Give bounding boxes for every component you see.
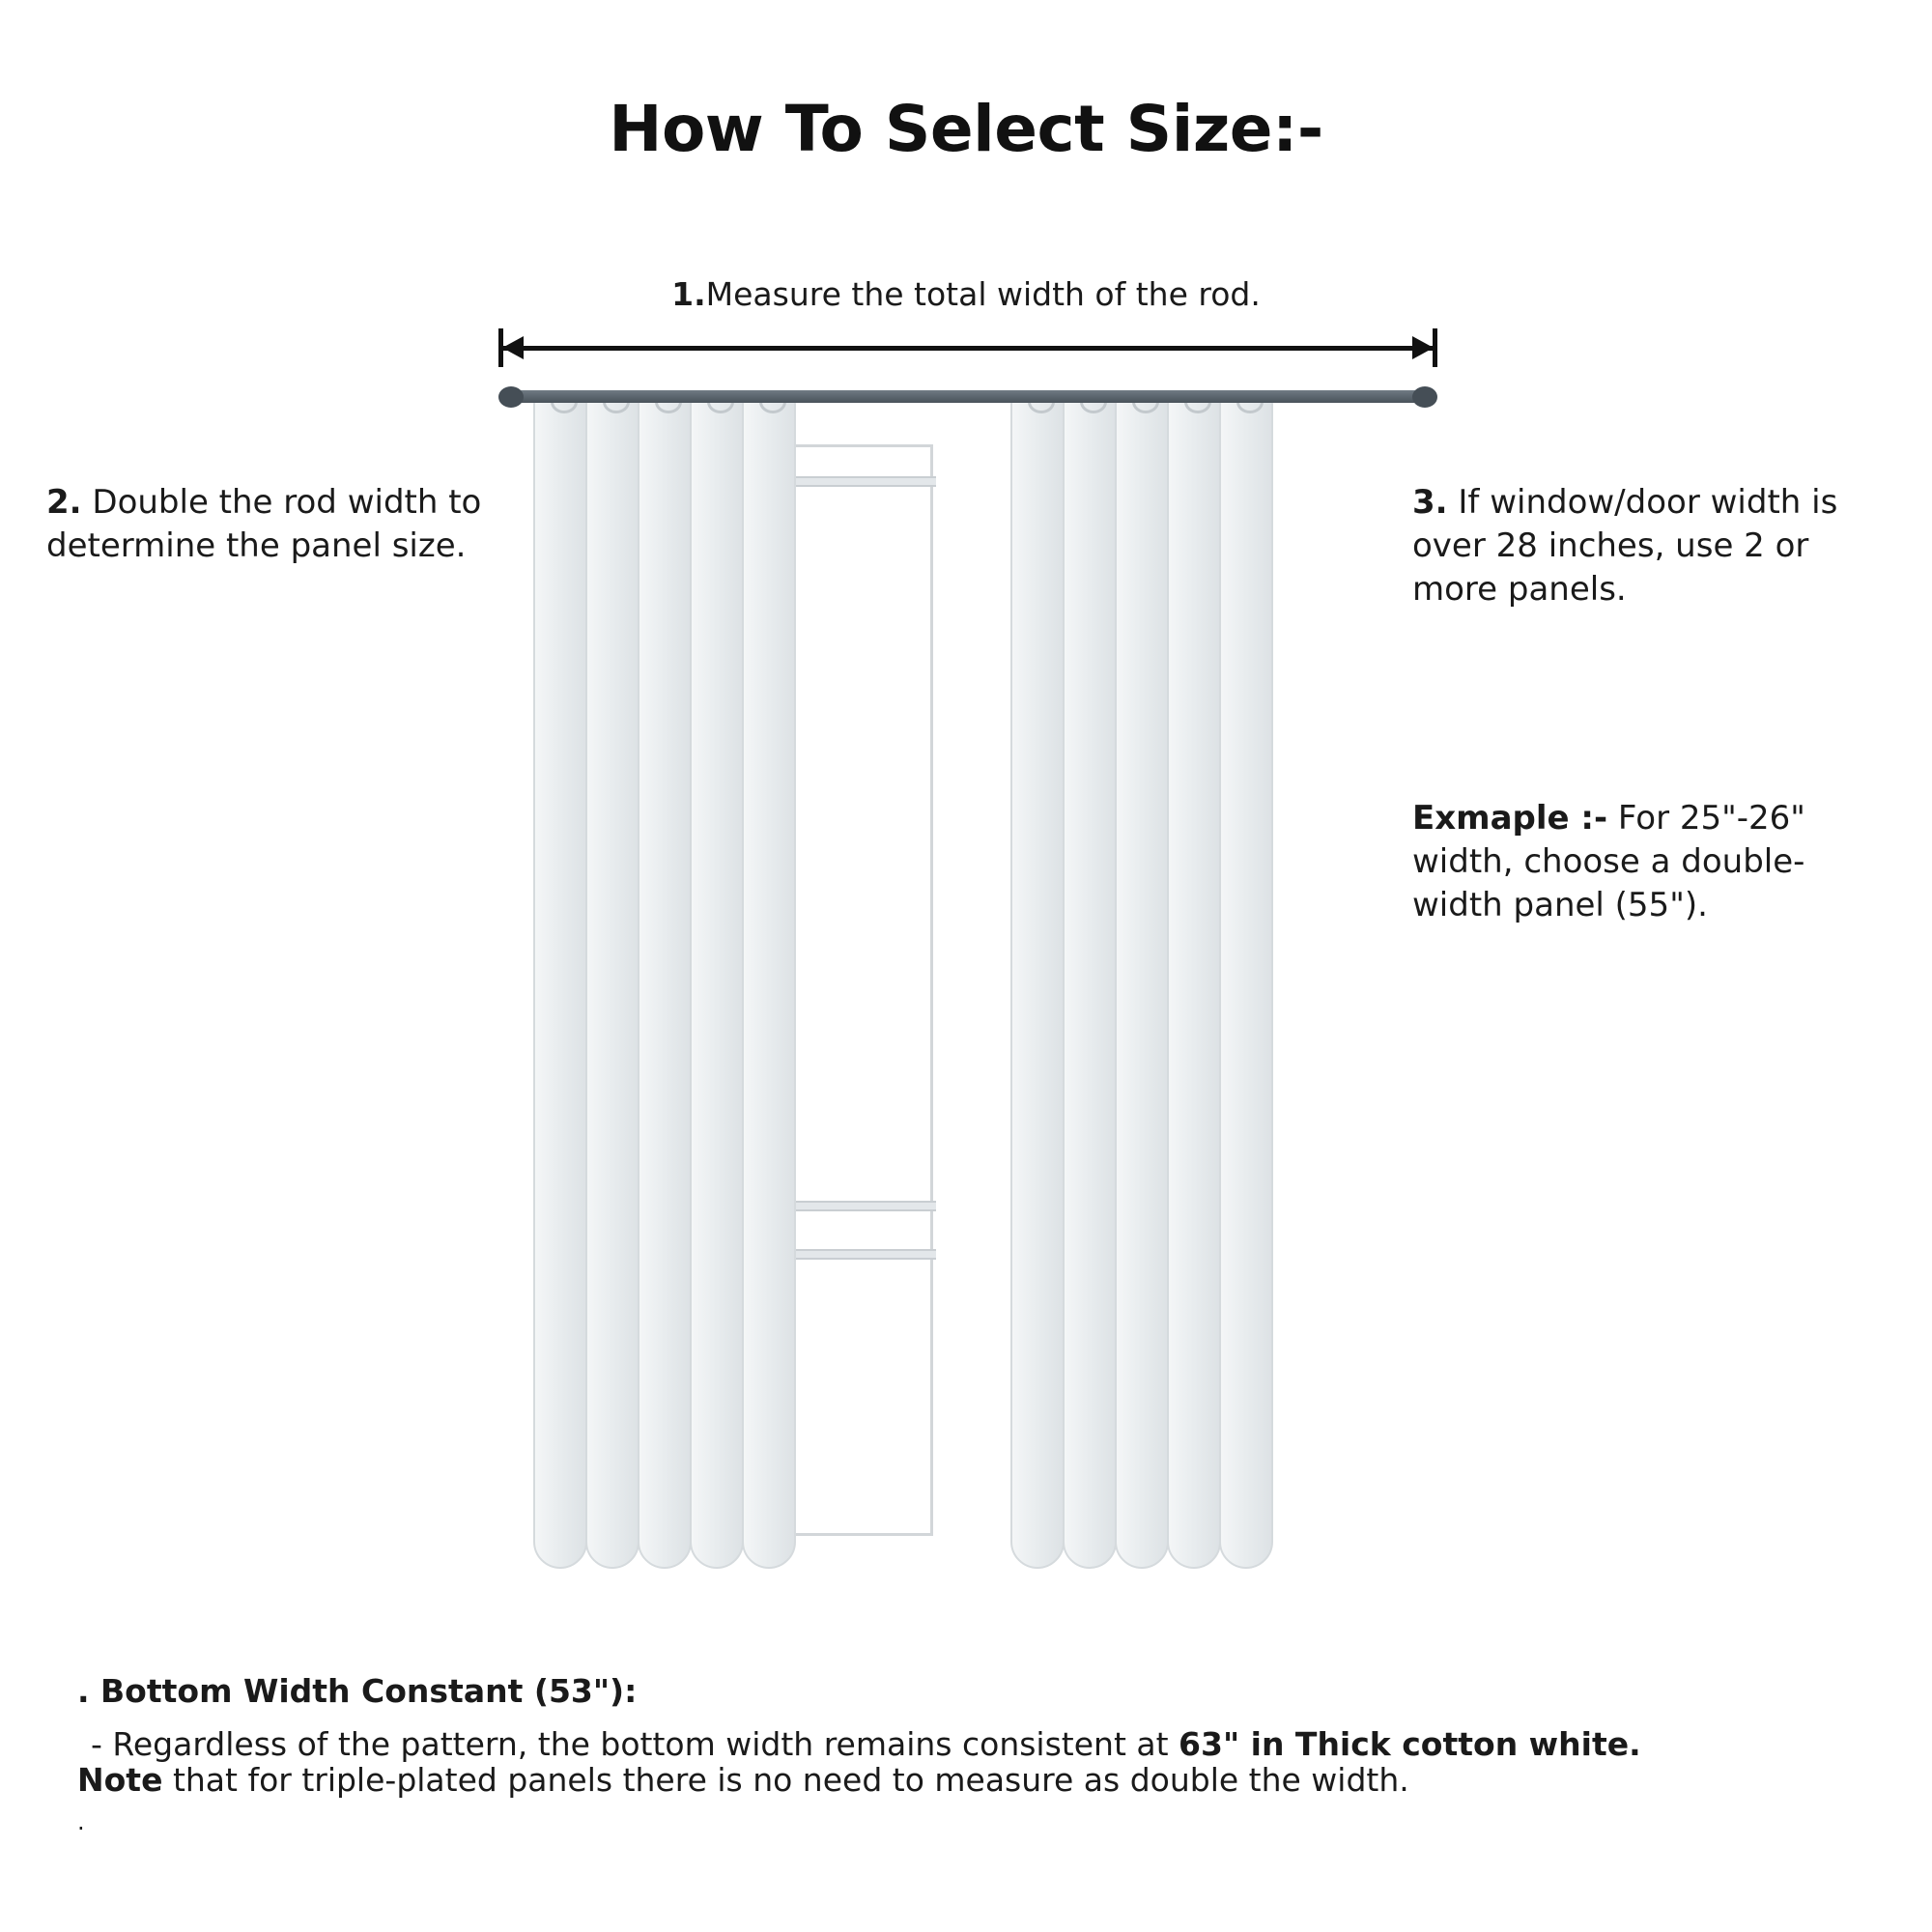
curtain-pleat: [533, 400, 587, 1569]
step-1-number: 1.: [671, 275, 706, 313]
step-3-block: [1412, 481, 1876, 612]
page-title: How To Select Size:-: [609, 92, 1323, 166]
step-1-text: Measure the total width of the rod.: [705, 275, 1261, 313]
curtain-pleat: [1010, 400, 1065, 1569]
curtain-pleat: [1063, 400, 1117, 1569]
bottom-detail-prefix: - Regardless of the pattern, the bottom width remains consistent at: [91, 1724, 1179, 1763]
note-text: that for triple-plated panels there is no need to measure as double the width.: [162, 1760, 1409, 1799]
curtain-pleat: [690, 400, 744, 1569]
arrowhead-right-icon: [1412, 336, 1434, 359]
bottom-detail-highlight: 63" in Thick cotton white.: [1179, 1724, 1641, 1763]
rod-tube: [512, 390, 1424, 403]
rod-finial-left: [498, 386, 524, 408]
width-measurement-arrow: [498, 328, 1437, 367]
curtain-pleat: [1167, 400, 1221, 1569]
example-text: For 25"-26" width, choose a double-width panel (55").: [1412, 799, 1805, 925]
curtain-pleat: [585, 400, 639, 1569]
curtain-rod: [498, 386, 1437, 408]
curtain-pleat: [638, 400, 692, 1569]
step-3-text: If window/door width is over 28 inches, use 2 or more panels.: [1412, 483, 1838, 610]
step-2-block: [46, 481, 510, 568]
rod-finial-right: [1412, 386, 1437, 408]
curtain-pleat: [742, 400, 796, 1569]
bottom-width-constant-heading: . Bottom Width Constant (53"):: [77, 1672, 638, 1710]
step-2-number: 2.: [46, 483, 82, 522]
step-1-caption: [0, 275, 1932, 313]
example-block: [1412, 797, 1837, 928]
curtain-panel-right: [1010, 400, 1271, 1569]
step-3-number: 3.: [1412, 483, 1448, 522]
trailing-dot: .: [77, 1807, 85, 1835]
triple-plated-note: [77, 1760, 1864, 1802]
curtain-panel-left: [533, 400, 794, 1569]
curtain-illustration: [498, 386, 1437, 1642]
bottom-notes: [77, 1671, 1864, 1837]
arrowhead-left-icon: [502, 336, 524, 359]
measurement-line: [498, 346, 1437, 351]
curtain-pleat: [1115, 400, 1169, 1569]
note-label: Note: [77, 1760, 163, 1799]
step-2-text: Double the rod width to determine the panel size.: [46, 483, 482, 566]
curtain-pleat: [1219, 400, 1273, 1569]
example-label: Exmaple :-: [1412, 799, 1608, 838]
